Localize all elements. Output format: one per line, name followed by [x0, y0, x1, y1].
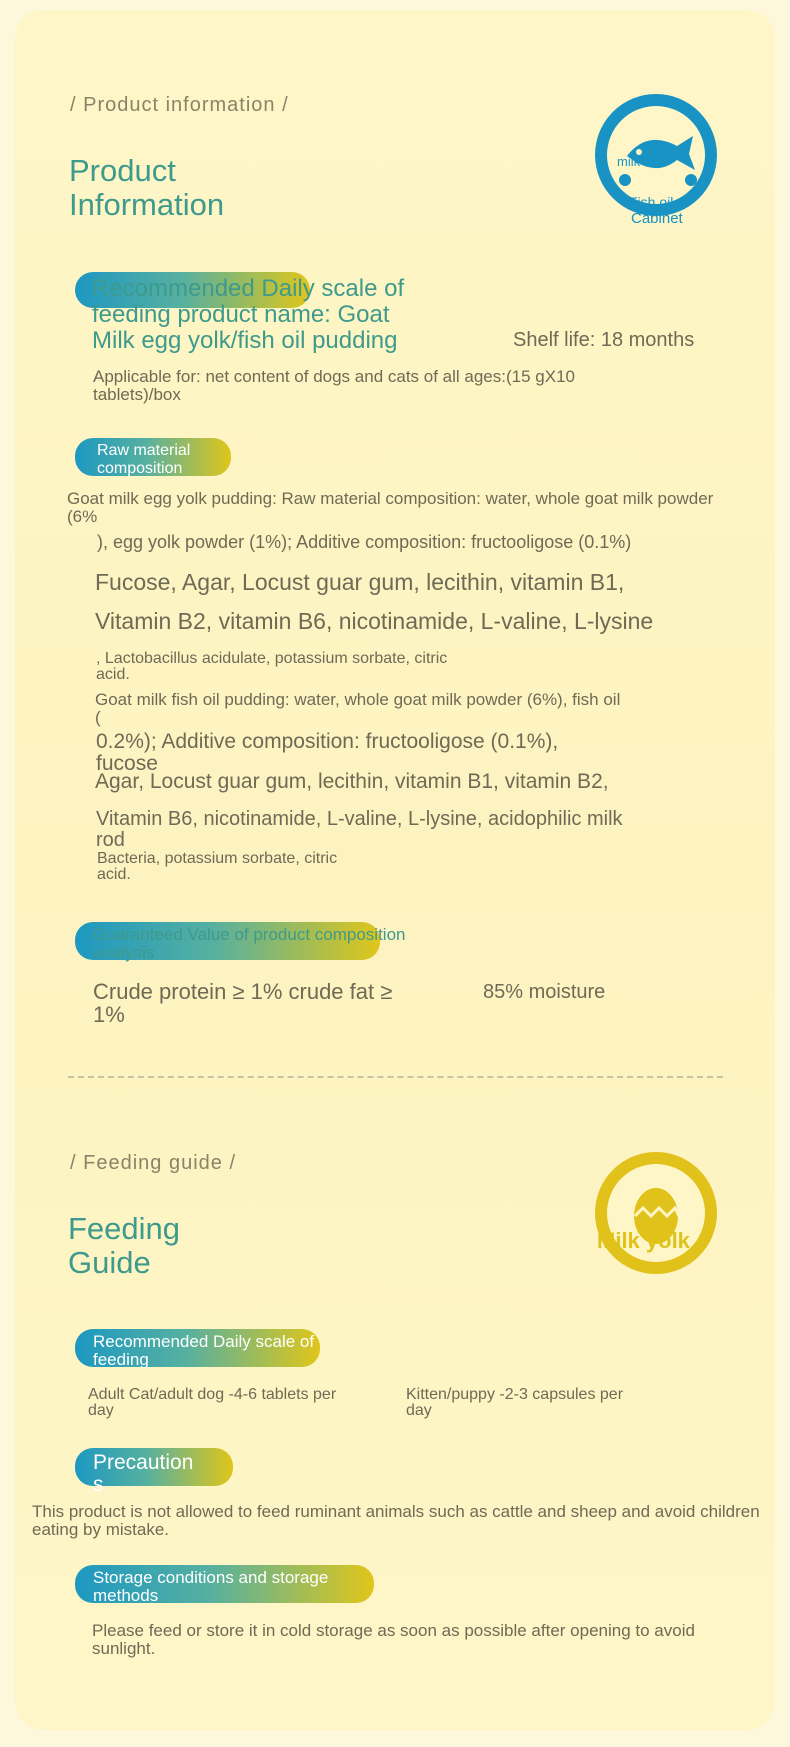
text-line: fucose	[96, 752, 158, 775]
pill-line: s	[93, 1473, 104, 1496]
badge-word-fish-oil: Fish oil	[629, 194, 674, 210]
text-line: Crude protein ≥ 1% crude fat ≥	[93, 979, 393, 1004]
product-info-title	[69, 154, 224, 222]
product-name-line: Recommended Daily scale of	[92, 275, 405, 302]
storage-text	[92, 1622, 752, 1658]
recommended-daily-pill-label	[93, 1333, 314, 1369]
text-line: Goat milk egg yolk pudding: Raw material composition: water, whole goat milk powder	[67, 489, 714, 508]
product-name-block	[92, 276, 404, 354]
raw-material-p2: ), egg yolk powder (1%); Additive composition: fructooligose (0.1%)	[97, 532, 632, 552]
text-line: Kitten/puppy -2-3 capsules per	[406, 1386, 624, 1403]
badge-word-milk-yolk: Milk yolk	[597, 1228, 690, 1253]
text-line: Goat milk fish oil pudding: water, whole goat milk powder (6%), fish oil	[95, 690, 621, 709]
shelf-life: Shelf life: 18 months	[513, 329, 695, 351]
title-line: Guide	[68, 1245, 151, 1280]
text-line: Applicable for: net content of dogs and cats of all ages:(15 gX10	[93, 367, 575, 386]
egg-icon	[595, 1152, 717, 1274]
raw-material-p1	[67, 490, 767, 526]
raw-material-p9	[96, 809, 623, 851]
product-name-line: feeding product name: Goat	[92, 301, 390, 328]
precaution-text	[32, 1503, 772, 1539]
raw-material-pill-label	[97, 442, 190, 478]
text-line: , Lactobacillus acidulate, potassium sorbate, citric	[96, 650, 448, 667]
text-line: 1%	[93, 1002, 125, 1027]
text-line: sunlight.	[92, 1639, 156, 1658]
pill-line: composition	[97, 460, 183, 477]
section-divider	[68, 1076, 723, 1078]
pill-line: methods	[93, 1586, 159, 1605]
badge-word-cabinet: Cabinet	[631, 210, 683, 227]
text-line: (	[95, 708, 101, 727]
pill-line: Storage conditions and storage	[93, 1568, 329, 1587]
adult-dose-text	[88, 1387, 336, 1419]
text-line: day	[406, 1402, 432, 1419]
text-line: eating by mistake.	[32, 1520, 170, 1539]
text-line: day	[88, 1402, 114, 1419]
pill-line: feeding	[93, 1350, 149, 1369]
text-line: Please feed or store it in cold storage as soon as possible after opening to avoid	[92, 1621, 695, 1640]
pill-line: Precaution	[93, 1451, 194, 1474]
raw-material-p4: Vitamin B2, vitamin B6, nicotinamide, L-valine, L-lysine	[95, 608, 654, 634]
text-line: (6%	[67, 507, 98, 526]
text-line: acid.	[97, 866, 131, 883]
feeding-guide-title	[68, 1212, 180, 1280]
pill-line: analysis	[93, 943, 155, 962]
egg-yolk-badge-icon	[595, 1152, 717, 1274]
product-info-kicker: / Product information /	[70, 94, 289, 116]
storage-pill-label	[93, 1569, 328, 1605]
applicable-text	[93, 368, 575, 404]
kitten-dose-text	[406, 1387, 623, 1419]
pill-line: Guaranteed Value of product composition	[93, 925, 406, 944]
text-line: 0.2%); Additive composition: fructooligose (0.1%),	[96, 730, 559, 753]
crude-protein-text	[93, 980, 392, 1026]
product-name-line: Milk egg yolk/fish oil pudding	[92, 327, 398, 354]
text-line: Adult Cat/adult dog -4-6 tablets per	[88, 1386, 337, 1403]
pill-line: Raw material	[97, 442, 191, 459]
moisture-text: 85% moisture	[483, 981, 606, 1003]
badge-word-milk: milk	[617, 154, 641, 169]
raw-material-p10	[97, 851, 337, 883]
raw-material-p5	[96, 651, 447, 683]
text-line: tablets)/box	[93, 385, 181, 404]
raw-material-p7	[96, 731, 558, 775]
title-line: Product	[69, 153, 176, 188]
title-line: Information	[69, 187, 225, 222]
precautions-pill-label	[93, 1452, 193, 1496]
raw-material-p3: Fucose, Agar, Locust guar gum, lecithin, vitamin B1,	[95, 569, 625, 595]
text-line: Bacteria, potassium sorbate, citric	[97, 850, 338, 867]
text-line: This product is not allowed to feed ruminant animals such as cattle and sheep and avoid children	[32, 1502, 760, 1521]
text-line: rod	[96, 829, 125, 851]
text-line: Vitamin B6, nicotinamide, L-valine, L-lysine, acidophilic milk	[96, 808, 623, 830]
feeding-guide-kicker: / Feeding guide /	[70, 1152, 236, 1174]
raw-material-p6	[95, 691, 620, 727]
fish-oil-badge-icon	[595, 94, 717, 216]
text-line: acid.	[96, 666, 130, 683]
raw-material-p8: Agar, Locust guar gum, lecithin, vitamin B1, vitamin B2,	[95, 770, 609, 793]
pill-line: Recommended Daily scale of	[93, 1332, 315, 1351]
title-line: Feeding	[68, 1211, 181, 1246]
guaranteed-value-pill-label	[93, 926, 406, 962]
